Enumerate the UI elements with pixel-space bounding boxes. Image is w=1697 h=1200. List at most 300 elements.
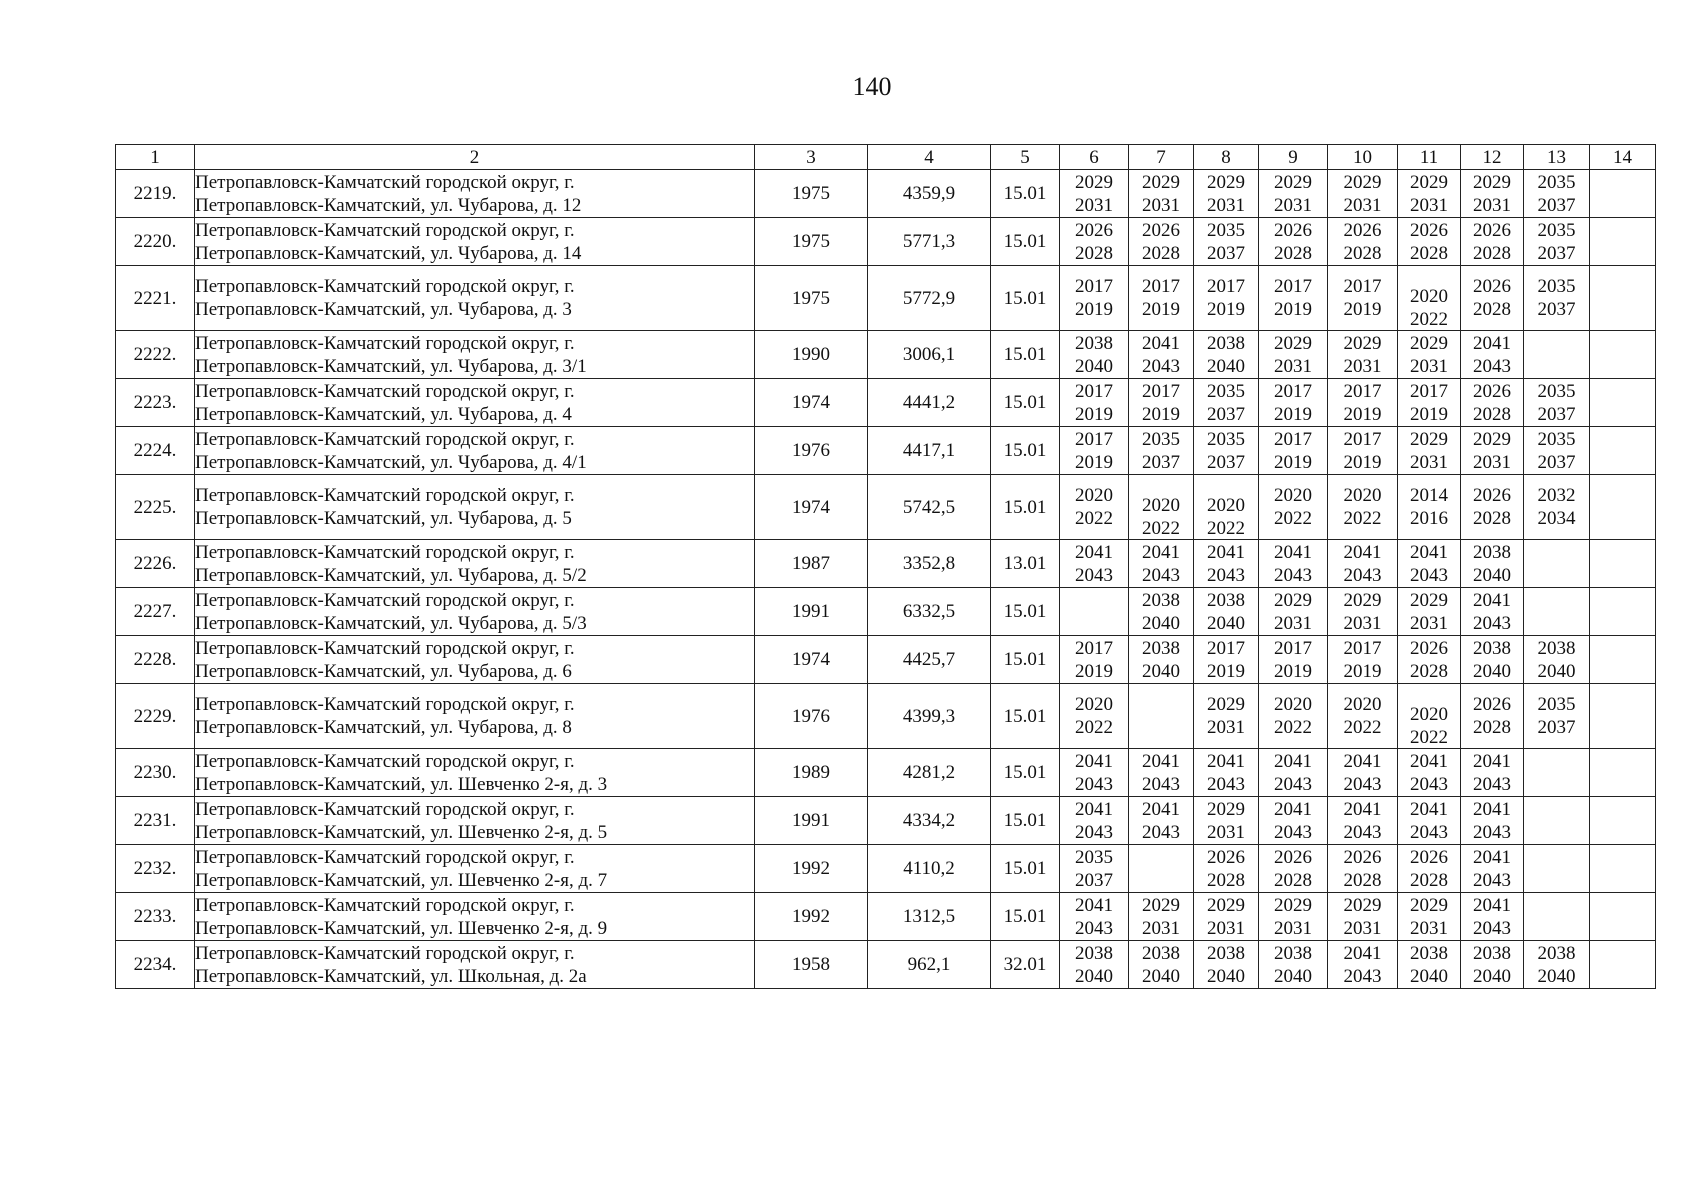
period-range — [1075, 275, 1113, 321]
period-cell — [1524, 684, 1590, 749]
period-start: 2041 — [1473, 798, 1511, 820]
period-cell — [1194, 331, 1259, 379]
period-cell — [1194, 540, 1259, 588]
period-cell — [1328, 266, 1398, 331]
address-cell — [195, 797, 755, 845]
empty-cell — [1590, 379, 1656, 427]
period-start: 2020 — [1142, 495, 1180, 516]
period-end: 2031 — [1274, 355, 1312, 377]
period-range — [1207, 171, 1245, 217]
period-cell — [1524, 636, 1590, 684]
period-start: 2029 — [1410, 332, 1448, 354]
empty-cell — [1590, 636, 1656, 684]
period-range — [1207, 428, 1245, 474]
period-start: 2035 — [1537, 694, 1576, 715]
table-row — [116, 845, 1656, 893]
address-line: Петропавловск-Камчатский, ул. Чубарова, д. 5/2 — [195, 564, 587, 586]
code-value: 15.01 — [991, 379, 1060, 427]
period-cell — [1194, 588, 1259, 636]
period-end: 2022 — [1274, 717, 1312, 738]
period-cell — [1194, 379, 1259, 427]
period-start: 2041 — [1075, 798, 1113, 820]
period-start: 2038 — [1207, 332, 1245, 354]
period-end: 2031 — [1207, 917, 1245, 939]
address-line: Петропавловск-Камчатский городской округ, г. — [195, 798, 575, 820]
period-end: 2031 — [1142, 194, 1180, 216]
period-start: 2026 — [1473, 485, 1511, 506]
period-cell — [1461, 684, 1524, 749]
period-start: 2038 — [1537, 637, 1576, 659]
period-range — [1410, 703, 1448, 749]
empty-cell — [1590, 684, 1656, 749]
empty-cell — [1524, 331, 1590, 379]
period-end: 2043 — [1473, 612, 1511, 634]
period-cell — [1328, 684, 1398, 749]
period-range — [1142, 942, 1180, 988]
period-cell — [1328, 540, 1398, 588]
period-cell — [1060, 540, 1129, 588]
period-end: 2031 — [1410, 194, 1448, 216]
period-start: 2035 — [1142, 428, 1180, 450]
col-header: 8 — [1194, 145, 1259, 170]
period-range — [1473, 380, 1511, 426]
period-range — [1410, 332, 1448, 378]
period-range — [1142, 275, 1180, 321]
period-range — [1274, 332, 1312, 378]
period-range — [1207, 798, 1245, 844]
period-end: 2037 — [1537, 403, 1576, 425]
row-number: 2227. — [116, 588, 195, 636]
period-range — [1207, 894, 1245, 940]
build-year: 1992 — [755, 893, 868, 941]
period-cell — [1060, 941, 1129, 989]
period-start: 2017 — [1274, 380, 1312, 402]
code-value: 32.01 — [991, 941, 1060, 989]
address-line: Петропавловск-Камчатский городской округ, г. — [195, 846, 575, 868]
period-end: 2031 — [1410, 355, 1448, 377]
period-cell — [1259, 379, 1328, 427]
period-start: 2017 — [1274, 276, 1312, 297]
period-range — [1207, 494, 1245, 540]
period-end: 2040 — [1473, 660, 1511, 682]
period-start: 2026 — [1207, 846, 1245, 868]
empty-cell — [1590, 331, 1656, 379]
period-end: 2022 — [1075, 508, 1113, 529]
period-end: 2037 — [1075, 869, 1113, 891]
period-start: 2035 — [1207, 380, 1245, 402]
address-line: Петропавловск-Камчатский, ул. Шевченко 2-я, д. 7 — [195, 869, 608, 891]
period-end: 2022 — [1207, 518, 1245, 539]
period-end: 2043 — [1343, 564, 1382, 586]
period-start: 2035 — [1537, 380, 1576, 402]
period-start: 2041 — [1142, 541, 1180, 563]
period-cell — [1259, 266, 1328, 331]
period-start: 2035 — [1075, 846, 1113, 868]
registry-table — [115, 144, 1656, 989]
period-cell — [1060, 170, 1129, 218]
period-start: 2041 — [1473, 894, 1511, 916]
period-start: 2038 — [1473, 942, 1511, 964]
period-cell — [1060, 266, 1129, 331]
period-range — [1410, 750, 1448, 796]
period-end: 2031 — [1473, 451, 1511, 473]
period-cell — [1259, 636, 1328, 684]
period-range — [1344, 171, 1382, 217]
period-start: 2035 — [1537, 276, 1576, 297]
period-cell — [1398, 379, 1461, 427]
period-start: 2038 — [1473, 637, 1511, 659]
period-range — [1473, 750, 1511, 796]
period-cell — [1461, 749, 1524, 797]
period-end: 2019 — [1274, 299, 1312, 320]
period-cell — [1524, 427, 1590, 475]
period-cell — [1194, 427, 1259, 475]
period-end: 2040 — [1410, 965, 1448, 987]
period-range — [1207, 275, 1245, 321]
period-end: 2043 — [1343, 773, 1382, 795]
area-value: 5742,5 — [868, 475, 991, 540]
period-start: 2026 — [1343, 846, 1382, 868]
period-cell — [1398, 427, 1461, 475]
period-range — [1142, 171, 1180, 217]
address-cell — [195, 636, 755, 684]
period-start: 2026 — [1473, 276, 1511, 297]
period-cell — [1398, 845, 1461, 893]
period-range — [1142, 894, 1180, 940]
period-cell — [1461, 475, 1524, 540]
period-range — [1538, 942, 1576, 988]
period-cell — [1328, 331, 1398, 379]
period-start: 2017 — [1142, 380, 1180, 402]
col-header: 7 — [1129, 145, 1194, 170]
area-value: 4334,2 — [868, 797, 991, 845]
address-cell — [195, 379, 755, 427]
period-start: 2017 — [1274, 637, 1312, 659]
period-start: 2041 — [1207, 750, 1245, 772]
period-start: 2017 — [1410, 380, 1448, 402]
period-start: 2038 — [1473, 541, 1511, 563]
period-end: 2040 — [1537, 965, 1576, 987]
period-cell — [1524, 218, 1590, 266]
period-range — [1075, 484, 1113, 530]
period-cell — [1461, 170, 1524, 218]
empty-cell — [1524, 845, 1590, 893]
period-end: 2028 — [1410, 660, 1448, 682]
period-start: 2029 — [1207, 694, 1245, 715]
address-cell — [195, 845, 755, 893]
period-start: 2020 — [1274, 485, 1312, 506]
period-end: 2043 — [1075, 564, 1113, 586]
address-line: Петропавловск-Камчатский, ул. Чубарова, д. 12 — [195, 194, 582, 216]
period-range — [1075, 894, 1113, 940]
address-line: Петропавловск-Камчатский городской округ, г. — [195, 894, 575, 916]
period-range — [1274, 846, 1312, 892]
period-start: 2041 — [1274, 750, 1312, 772]
period-range — [1344, 332, 1382, 378]
period-end: 2028 — [1142, 242, 1180, 264]
period-end: 2022 — [1343, 508, 1382, 529]
period-range — [1207, 637, 1245, 683]
empty-cell — [1590, 170, 1656, 218]
period-start: 2038 — [1410, 942, 1448, 964]
period-end: 2037 — [1142, 451, 1180, 473]
period-end: 2028 — [1473, 403, 1511, 425]
period-start: 2041 — [1274, 798, 1312, 820]
period-range — [1274, 380, 1312, 426]
period-range — [1410, 484, 1448, 530]
address-line: Петропавловск-Камчатский, ул. Школьная, д. 2а — [195, 965, 587, 987]
period-range — [1075, 846, 1113, 892]
period-end: 2028 — [1343, 869, 1382, 891]
row-number: 2219. — [116, 170, 195, 218]
area-value: 4281,2 — [868, 749, 991, 797]
build-year: 1974 — [755, 475, 868, 540]
table-row — [116, 266, 1656, 331]
period-end: 2031 — [1207, 717, 1245, 738]
period-end: 2028 — [1075, 242, 1113, 264]
row-number: 2220. — [116, 218, 195, 266]
period-range — [1473, 275, 1511, 321]
period-end: 2028 — [1410, 869, 1448, 891]
period-cell — [1060, 475, 1129, 540]
address-cell — [195, 540, 755, 588]
period-start: 2038 — [1142, 589, 1180, 611]
period-start: 2026 — [1473, 694, 1511, 715]
period-end: 2043 — [1075, 821, 1113, 843]
address-line: Петропавловск-Камчатский городской округ, г. — [195, 219, 575, 241]
address-cell — [195, 941, 755, 989]
period-end: 2019 — [1343, 299, 1382, 320]
period-range — [1274, 484, 1312, 530]
period-cell — [1060, 636, 1129, 684]
period-start: 2020 — [1410, 704, 1448, 725]
empty-cell — [1129, 684, 1194, 749]
build-year: 1989 — [755, 749, 868, 797]
address-line: Петропавловск-Камчатский городской округ, г. — [195, 428, 575, 450]
period-start: 2029 — [1410, 894, 1448, 916]
period-start: 2041 — [1343, 750, 1382, 772]
period-end: 2019 — [1075, 403, 1113, 425]
address-cell — [195, 475, 755, 540]
address-line: Петропавловск-Камчатский, ул. Шевченко 2-я, д. 5 — [195, 821, 608, 843]
period-cell — [1060, 684, 1129, 749]
empty-cell — [1590, 427, 1656, 475]
period-cell — [1398, 266, 1461, 331]
period-end: 2019 — [1207, 299, 1245, 320]
period-end: 2034 — [1537, 508, 1576, 529]
period-cell — [1060, 427, 1129, 475]
period-start: 2041 — [1075, 541, 1113, 563]
period-end: 2031 — [1075, 194, 1113, 216]
period-range — [1274, 942, 1312, 988]
period-range — [1075, 798, 1113, 844]
period-start: 2035 — [1207, 428, 1245, 450]
col-header: 4 — [868, 145, 991, 170]
period-range — [1410, 798, 1448, 844]
table-row — [116, 941, 1656, 989]
period-start: 2020 — [1343, 694, 1382, 715]
period-range — [1274, 275, 1312, 321]
period-cell — [1129, 379, 1194, 427]
period-end: 2043 — [1274, 773, 1312, 795]
area-value: 962,1 — [868, 941, 991, 989]
period-cell — [1524, 379, 1590, 427]
period-end: 2043 — [1473, 773, 1511, 795]
period-start: 2041 — [1473, 332, 1511, 354]
period-start: 2035 — [1537, 219, 1576, 241]
period-cell — [1328, 588, 1398, 636]
period-cell — [1194, 475, 1259, 540]
period-range — [1207, 750, 1245, 796]
period-start: 2029 — [1473, 171, 1511, 193]
period-start: 2038 — [1207, 589, 1245, 611]
period-start: 2038 — [1274, 942, 1312, 964]
period-end: 2019 — [1274, 403, 1312, 425]
table-row — [116, 540, 1656, 588]
area-value: 5772,9 — [868, 266, 991, 331]
build-year: 1974 — [755, 636, 868, 684]
period-range — [1075, 428, 1113, 474]
period-end: 2040 — [1207, 965, 1245, 987]
period-range — [1344, 275, 1382, 321]
period-cell — [1461, 588, 1524, 636]
period-cell — [1060, 893, 1129, 941]
code-value: 13.01 — [991, 540, 1060, 588]
address-line: Петропавловск-Камчатский, ул. Чубарова, д. 8 — [195, 717, 572, 738]
row-number: 2228. — [116, 636, 195, 684]
period-range — [1473, 894, 1511, 940]
address-line: Петропавловск-Камчатский, ул. Чубарова, д. 6 — [195, 660, 572, 682]
period-range — [1207, 332, 1245, 378]
period-cell — [1328, 749, 1398, 797]
col-header: 6 — [1060, 145, 1129, 170]
period-cell — [1398, 540, 1461, 588]
code-value: 15.01 — [991, 797, 1060, 845]
period-cell — [1328, 218, 1398, 266]
period-end: 2028 — [1473, 242, 1511, 264]
period-end: 2040 — [1075, 355, 1113, 377]
empty-cell — [1590, 845, 1656, 893]
period-end: 2022 — [1075, 717, 1113, 738]
period-cell — [1194, 218, 1259, 266]
period-end: 2043 — [1473, 917, 1511, 939]
table-row — [116, 218, 1656, 266]
period-cell — [1461, 427, 1524, 475]
period-cell — [1060, 379, 1129, 427]
period-end: 2043 — [1410, 821, 1448, 843]
period-cell — [1461, 941, 1524, 989]
period-end: 2037 — [1207, 403, 1245, 425]
address-line: Петропавловск-Камчатский, ул. Чубарова, д. 5/3 — [195, 612, 587, 634]
period-end: 2019 — [1142, 299, 1180, 320]
period-start: 2020 — [1343, 485, 1382, 506]
period-start: 2017 — [1274, 428, 1312, 450]
period-range — [1207, 589, 1245, 635]
address-cell — [195, 218, 755, 266]
period-start: 2017 — [1343, 637, 1382, 659]
period-cell — [1129, 941, 1194, 989]
code-value: 15.01 — [991, 893, 1060, 941]
period-cell — [1129, 266, 1194, 331]
period-end: 2043 — [1343, 965, 1382, 987]
period-end: 2037 — [1537, 451, 1576, 473]
period-end: 2022 — [1142, 518, 1180, 539]
period-cell — [1259, 475, 1328, 540]
area-value: 4399,3 — [868, 684, 991, 749]
period-start: 2017 — [1343, 428, 1382, 450]
period-start: 2029 — [1343, 332, 1382, 354]
period-start: 2041 — [1142, 750, 1180, 772]
address-cell — [195, 331, 755, 379]
row-number: 2234. — [116, 941, 195, 989]
code-value: 15.01 — [991, 427, 1060, 475]
period-end: 2031 — [1142, 917, 1180, 939]
period-cell — [1398, 636, 1461, 684]
area-value: 4110,2 — [868, 845, 991, 893]
period-end: 2037 — [1537, 242, 1576, 264]
address-line: Петропавловск-Камчатский городской округ, г. — [195, 694, 575, 715]
period-start: 2029 — [1274, 171, 1312, 193]
period-range — [1344, 894, 1382, 940]
col-header: 2 — [195, 145, 755, 170]
period-range — [1473, 332, 1511, 378]
period-end: 2043 — [1410, 773, 1448, 795]
period-range — [1075, 332, 1113, 378]
table-row — [116, 475, 1656, 540]
code-value: 15.01 — [991, 170, 1060, 218]
period-end: 2040 — [1473, 965, 1511, 987]
period-range — [1538, 380, 1576, 426]
period-start: 2020 — [1274, 694, 1312, 715]
period-cell — [1259, 540, 1328, 588]
row-number: 2229. — [116, 684, 195, 749]
period-end: 2031 — [1274, 612, 1312, 634]
period-end: 2037 — [1207, 242, 1245, 264]
build-year: 1958 — [755, 941, 868, 989]
period-end: 2043 — [1142, 564, 1180, 586]
empty-cell — [1590, 893, 1656, 941]
period-start: 2035 — [1537, 428, 1576, 450]
period-range — [1142, 494, 1180, 540]
period-range — [1473, 798, 1511, 844]
address-line: Петропавловск-Камчатский городской округ, г. — [195, 750, 575, 772]
period-end: 2037 — [1537, 717, 1576, 738]
area-value: 4425,7 — [868, 636, 991, 684]
period-end: 2037 — [1207, 451, 1245, 473]
period-end: 2028 — [1410, 242, 1448, 264]
code-value: 15.01 — [991, 475, 1060, 540]
period-end: 2031 — [1274, 917, 1312, 939]
period-cell — [1461, 845, 1524, 893]
address-line: Петропавловск-Камчатский городской округ, г. — [195, 541, 575, 563]
area-value: 5771,3 — [868, 218, 991, 266]
row-number: 2222. — [116, 331, 195, 379]
period-start: 2035 — [1537, 171, 1576, 193]
period-end: 2019 — [1343, 660, 1382, 682]
row-number: 2230. — [116, 749, 195, 797]
period-start: 2020 — [1075, 694, 1113, 715]
period-end: 2043 — [1207, 564, 1245, 586]
period-range — [1410, 637, 1448, 683]
col-header: 12 — [1461, 145, 1524, 170]
period-range — [1274, 894, 1312, 940]
period-cell — [1328, 845, 1398, 893]
period-end: 2040 — [1142, 660, 1180, 682]
period-range — [1142, 589, 1180, 635]
period-end: 2028 — [1207, 869, 1245, 891]
col-header: 5 — [991, 145, 1060, 170]
period-cell — [1524, 941, 1590, 989]
